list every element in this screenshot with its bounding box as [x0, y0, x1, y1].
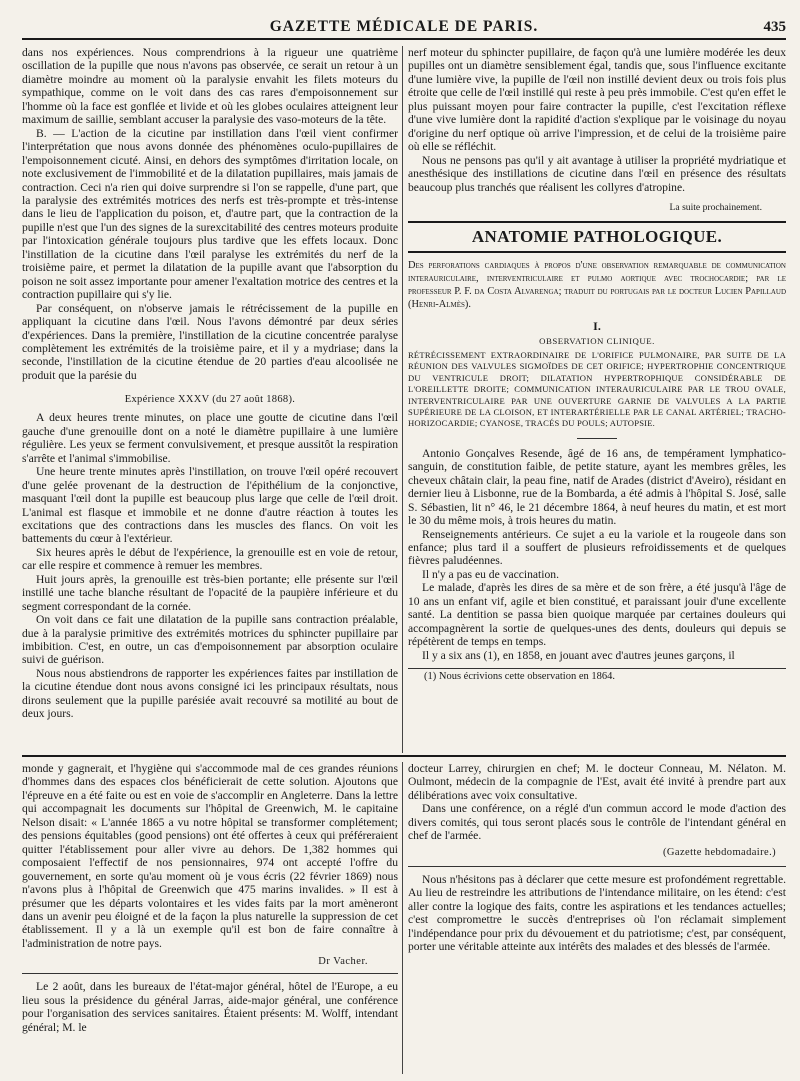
bottom-right-column: [408, 762, 786, 1074]
paragraph: A deux heures trente minutes, on place une goutte de cicutine dans l'œil gauche d'une grenouille dont on a noté le diamètre pupillaire à une lumière régulière. Les yeux se ferment convulsivement, et presque aussitôt la respiration s'arrête et l'animal s'immobilise.: [22, 411, 398, 465]
paragraph: On voit dans ce fait une dilatation de la pupille sans contraction préalable, due à la paralysie primitive des extrémités motrices du sphincter pupillaire par imbibition. C'est, en outre, un cas d'empoisonnement par absorption oculaire suivi de guérison.: [22, 613, 398, 667]
band-divider: [22, 755, 786, 757]
top-band: [22, 46, 786, 753]
column-separator: [402, 46, 403, 753]
footnote-divider: [408, 668, 786, 669]
paragraph: Il n'y a pas eu de vaccination.: [422, 567, 559, 581]
paragraph: Six heures après le début de l'expérience, la grenouille est en voie de retour, car elle respire et commence à remuer les membres.: [22, 545, 398, 573]
top-left-column: [22, 46, 398, 753]
column-separator: [402, 762, 403, 1074]
paragraph: Nous ne pensons pas qu'il y ait avantage à utiliser la propriété mydriatique et anesthésique des instillations de cicutine dans l'œil en présence des résultats beaucoup plus tranchés que réalisent les collyres d'atropine.: [408, 153, 786, 194]
paragraph: docteur Larrey, chirurgien en chef; M. le docteur Conneau, M. Nélaton. M. Oulmont, médecin de la compagnie de l'Est, avait été invité à prendre part aux délibérations avec voix consultative.: [408, 762, 786, 802]
top-right-column: [408, 46, 786, 753]
running-header: [22, 14, 786, 40]
paragraph: Renseignements antérieurs. Ce sujet a eu la variole et la rougeole dans son enfance; plus tard il a souffert de plusieurs refroidissements et de quelques fièvres paludéennes.: [408, 527, 786, 568]
paragraph: Nous n'hésitons pas à déclarer que cette mesure est profondément regrettable. Au lieu de restreindre les attributions de l'intendance militaire, on les étend: c'est aller contre la logique des faits, contre les aspirations et les tendances actuelles; c'est compromettre le succès d'entreprises où l'on réclamait simplement l'indépendance pour prix du dévouement et du patriotisme; c'est, par conséquent, porter une véritable atteinte aux intérêts des malades et des blessés de l'armée.: [408, 872, 786, 953]
footnote: (1) Nous écrivions cette observation en 1864.: [424, 671, 615, 683]
author-signature: Dr Vacher.: [318, 956, 368, 968]
divider: [408, 866, 786, 867]
paragraph: Une heure trente minutes après l'instillation, on trouve l'œil opéré recouvert d'une gelée provenant de la destruction de l'épithélium de la conjonctive, masquant l'œil dont la pupille est beaucoup plus large que celle de l'œil droit. L'animal est flasque et immobile et ne donne d'autre réaction à toutes les excitations que des contractions dans les muscles des flancs. On voit les battements du cœur à l'extérieur.: [22, 465, 398, 546]
article-subheading: Des perforations cardiaques à propos d'une observation remarquable de communication interauriculaire, interventriculaire et pulmo aortique avec trochocardie; par le professeur P. F. da Costa Alvarenga; traduit du portugais par le docteur Lucien Papillaud (Henri-Almès).: [408, 259, 786, 310]
paragraph: nerf moteur du sphincter pupillaire, de façon qu'à une lumière modérée les deux pupilles ont un diamètre sensiblement égal, tandis que, sous l'influence excitante d'une lumière vive, la pupille de l'œil non instillé devient deux ou trois fois plus étroite que celle de l'œil instillé qui reste à peu près immobile. C'est qu'en effet le plus puissant moyen pour faire contracter la pupille, c'est l'excitation réflexe d'une vive lumière dont la rapidité d'action s'explique par le voisinage du noyau d'origine du nerf optique où arrive l'impression, et de celui de la troisième paire où elle se réfléchit.: [408, 46, 786, 154]
continued-note: La suite prochainement.: [669, 201, 762, 213]
paragraph: Dans une conférence, on a réglé d'un commun accord le mode d'action des divers comités, qui tous seront placés sous le contrôle de l'intendant général en chef de l'armée.: [408, 802, 786, 843]
paragraph: Le malade, d'après les dires de sa mère et de son frère, a été jusqu'à l'âge de 10 ans un enfant vif, agile et bien constitué, et paraissant jouir d'une excellente santé. La dentition se passa bien quoique marquée par certaines douleurs qui accompagnèrent la sortie de quelques-unes des dents, douleurs qui depuis se répétèrent de temps en temps.: [408, 581, 786, 649]
paragraph: Nous nous abstiendrons de rapporter les expériences faites par instillation de la cicutine étendue dont nous avons consigné ici les principaux résultats, nous dirons seulement que la pupille parésiée avait recouvré sa motilité au bout de deux jours.: [22, 666, 398, 721]
divider: [577, 438, 617, 439]
source-attribution: (Gazette hebdomadaire.): [663, 846, 776, 858]
paragraph: Par conséquent, on n'observe jamais le rétrécissement de la pupille en appliquant la cicutine dans l'œil. Nous l'avons démontré par deux séries d'expériences. Dans la première, l'instillation de la cicutine concentrée paralyse complètement les extrémités de la troisième paire, et il y a mydriase; dans la seconde, l'instillation de la cicutine étendue de 20 parties d'eau alcoolisée ne produit que la parésie du: [22, 301, 398, 382]
divider: [22, 973, 398, 974]
experiment-heading: Expérience XXXV (du 27 août 1868).: [124, 394, 296, 406]
bottom-band: [22, 762, 786, 1074]
section-heading-box: [408, 221, 786, 253]
part-number: I.: [593, 318, 601, 333]
paragraph: Huit jours après, la grenouille est très-bien portante; elle présente sur l'œil instillé une tache blanche résultant de l'opacité de la paupière inférieure et du segment correspondant de la cornée.: [22, 572, 398, 613]
section-title: ANATOMIE PATHOLOGIQUE.: [471, 226, 723, 246]
paragraph: Il y a six ans (1), en 1858, en jouant avec d'autres jeunes garçons, il: [422, 648, 735, 662]
paragraph: Le 2 août, dans les bureaux de l'état-major général, hôtel de l'Europe, a eu lieu sous la présidence du général Jarras, aide-major général, une conférence pour l'organisation des services sanitaires. Étaient présents: M. Wolff, intendant général; M. le: [22, 980, 398, 1034]
paragraph: Antonio Gonçalves Resende, âgé de 16 ans, de tempérament lymphatico-sanguin, de constitution faible, de petite stature, ayant les membres grêles, les cheveux châtain clair, la peau fine, natif de Arades (district d'Aveiro), résidant en dernier lieu à Lisbonne, rue de la Bombarda, a été admis à l'hôpital S. José, salle S. Sébastien, lit n° 46, le 21 décembre 1864, à neuf heures du matin, et est mort le 30 du même mois, à trois heures du matin.: [408, 446, 786, 528]
bottom-left-column: [22, 762, 398, 1074]
paragraph: B. — L'action de la cicutine par instillation dans l'œil vient confirmer l'interprétation que nous avons donnée des phénomènes oculo-pupillaires de l'empoisonnement cicuté. Ainsi, en dehors des symptômes d'irritation locale, on note exclusivement de l'immobilité et de la dilatation pupillaires, mais jamais de contraction. Ceci n'a rien qui doive surprendre si l'on se rappelle, d'une part, que la paralysie des extrémités motrices des nerfs est très-prompte et très-intense dans le lieu de l'application du poison, et, d'autre part, que la contraction de la pupille n'est que l'un des signes de la surexcitabilité des centres moteurs produite par l'intoxication générale toujours plus tardive que les effets locaux. Donc l'instillation de la cicutine dans l'œil paralyse les extrémités du nerf de la troisième paire, et permet la dilatation de la pupille avant que l'absorption du poison ne soit assez importante pour amener l'exaltation motrice des centres et la contraction pupillaire qui s'y lie.: [22, 126, 398, 302]
page-number: 435: [763, 19, 786, 35]
observation-heading: OBSERVATION CLINIQUE.: [539, 335, 655, 346]
journal-title: GAZETTE MÉDICALE DE PARIS.: [269, 18, 539, 35]
case-summary: RÉTRÉCISSEMENT EXTRAORDINAIRE DE L'ORIFICE PULMONAIRE, PAR SUITE DE LA RÉUNION DES VALVULES SIGMOÏDES DE CET ORIFICE; HYPERTROPHIE CONCENTRIQUE DU VENTRICULE DROIT; DILATATION HYPERTROPHIQUE CONSIDÉRABLE DE L'OREILLETTE DROITE; COMMUNICATION INTERAURICULAIRE PAR LE TROU OVALE, INTERVENTRICULAIRE PAR UNE OUVERTURE GARNIE DE VALVULES A LA PARTIE SUPÉRIEURE DE LA CLOISON, ET INTERARTÉRIELLE PAR LE CANAL ARTÉRIEL; TRACHO-HORIZOCARDIE; CYANOSE, TRACÉS DU POULS; AUTOPSIE.: [408, 349, 786, 429]
paragraph: dans nos expériences. Nous comprendrions à la rigueur une quatrième oscillation de la pupille que nous n'avons pas observée, ce serait un retour à un diamètre moindre au moment où la paralysie envahit les filets moteurs du sympathique, comme on le voit dans des cas rares d'empoisonnement sur l'homme où la face est gonflée et livide et où les globes oculaires atteignent leur maximum de saillie, semblant accuser la paralysie des vaso-moteurs de la tête.: [22, 46, 398, 127]
paragraph: monde y gagnerait, et l'hygiène qui s'accommode mal de ces grandes réunions d'hommes dans des espaces clos bénéficierait de cette solution. Ajoutons que l'épreuve en a été faite ou est en voie de s'accomplir en Angleterre. Dans la lettre qui accompagnait les documents sur l'hôpital de Greenwich, M. le capitaine Nelson disait: « L'année 1865 a vu notre hôpital se transformer complétement; des pensions équitables (good pensions) ont été offertes à ceux qui préféreraient quitter l'établissement pour aller vivre au dehors. De 1,382 hommes qui composaient l'effectif de nos pensionnaires, 974 ont accepté l'offre du gouvernement, en sorte qu'au moment où je vous écris (22 février 1869) nous n'avons plus à l'hôpital de Greenwich que 475 marins invalides. » Il est à présumer que les départs volontaires et les vides faits par la mort amèneront dans un avenir peu éloigné et de la façon la plus naturelle la suppression de cet établissement. Il y a là un exemple qu'il est bon de faire connaître à l'administration de notre pays.: [22, 762, 398, 950]
